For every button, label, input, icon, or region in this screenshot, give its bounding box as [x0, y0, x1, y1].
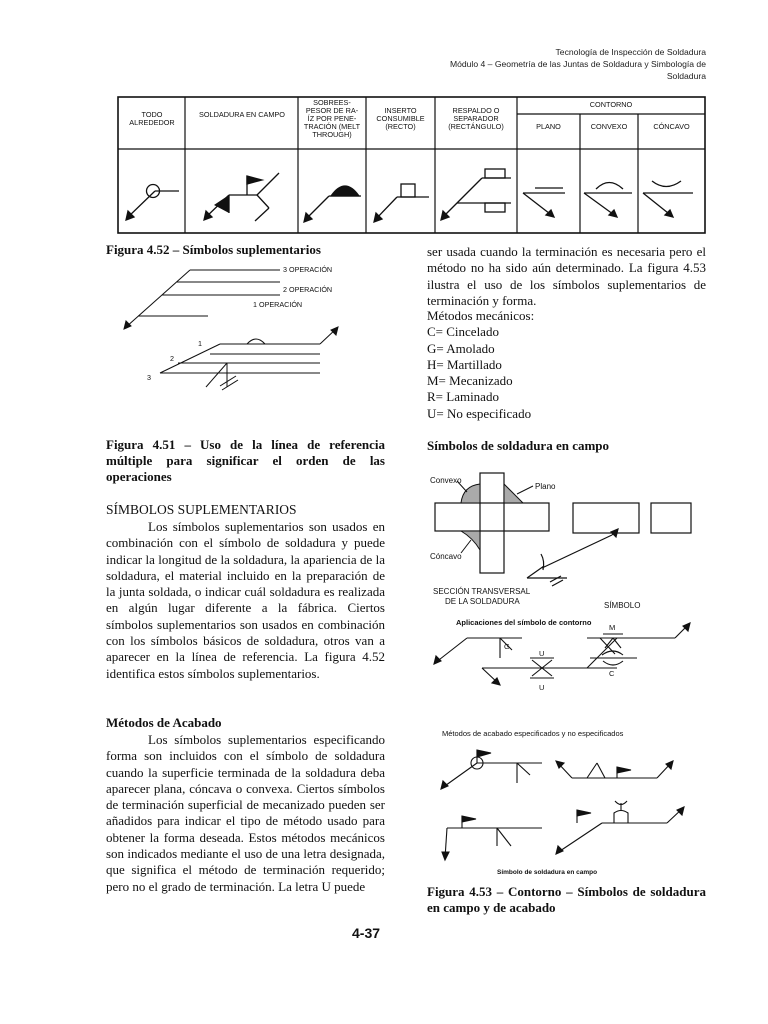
figure-4-51-caption: Figura 4.51 – Uso de la línea de referencia múltiple para significar el orden de las operaciones — [106, 437, 385, 484]
u-label-2: U — [539, 683, 545, 692]
metodos-label: Métodos de acabado especificados y no especificados — [442, 729, 624, 738]
seccion-label-1: SECCIÓN TRANSVERSAL — [433, 587, 531, 596]
section-title: SÍMBOLOS SUPLEMENTARIOS — [106, 502, 297, 517]
header-text: SEPARADOR — [453, 114, 499, 123]
subsection-title: Métodos de Acabado — [106, 715, 222, 730]
method-item: G= Amolado — [427, 340, 495, 356]
method-item: U= No especificado — [427, 405, 532, 421]
figure-4-52-caption: Figura 4.52 – Símbolos suplementarios — [106, 242, 321, 257]
header-text: PESOR DE RA- — [305, 106, 359, 115]
method-item: H= Martillado — [427, 356, 502, 372]
u-label-1: U — [539, 649, 545, 658]
figure-4-52-table — [117, 96, 706, 234]
n1-label: 1 — [198, 339, 202, 348]
aplicaciones-label: Aplicaciones del símbolo de contorno — [456, 618, 592, 627]
header-plano: PLANO — [536, 122, 561, 131]
header-concavo: CÓNCAVO — [653, 122, 690, 131]
c-label: C — [609, 669, 615, 678]
header-todo-alrededor — [119, 111, 185, 127]
header-convexo: CONVEXO — [590, 122, 628, 131]
header-soldadura-en-campo: SOLDADURA EN CAMPO — [199, 110, 285, 119]
n2-label: 2 — [170, 354, 174, 363]
header-text: ALREDEDOR — [129, 118, 175, 127]
header-inserto — [366, 107, 435, 131]
op2-label: 2 OPERACIÓN — [283, 285, 333, 294]
header-text: (RECTO) — [385, 122, 416, 131]
figure-4-53-caption: Figura 4.53 – Contorno – Símbolos de soldadura en campo y de acabado — [427, 884, 706, 915]
header-text: THROUGH) — [312, 130, 352, 139]
concavo-label: Cóncavo — [430, 552, 462, 561]
op3-label: 3 OPERACIÓN — [283, 265, 333, 274]
header-text: TODO — [141, 110, 163, 119]
header-text: (RECTÁNGULO) — [448, 122, 504, 131]
header-line-1: Tecnología de Inspección de Soldadura — [555, 47, 706, 57]
figure-4-51 — [120, 262, 350, 412]
header-text: ÍZ POR PENE- — [307, 114, 357, 123]
paragraph-suplementarios: Los símbolos suplementarios son usados en combinación con el símbolo de soldadura y puede indicar la longitud de la soldadura, la apariencia de la soldadura, el material incluido en la preparación de la junta soldada, o indicar cuál soldadura es realizada en algún lugar diferente a la fábrica. Ciertos símbolos suplementarios son usados en combinación con los símbolos básicos de soldadura, otros van a aparecer en la línea de referencia. La figura 4.52 identifica estos símbolos suplementarios. — [106, 519, 385, 681]
figure-4-51-drawing — [120, 262, 350, 412]
m-label: M — [609, 623, 616, 632]
methods-list — [427, 308, 534, 422]
header-text: CONSUMIBLE — [376, 114, 425, 123]
plano-label: Plano — [535, 482, 556, 491]
header-line-3: Soldadura — [666, 71, 706, 81]
running-header — [450, 46, 706, 82]
header-respaldo — [435, 107, 517, 131]
figure-4-53 — [427, 458, 706, 878]
campo-title: Símbolos de soldadura en campo — [427, 438, 610, 453]
simbolo-label: SÍMBOLO — [604, 601, 641, 610]
paragraph-continuation: ser usada cuando la terminación es necesaria pero el método no ha sido aún determinado. La figura 4.53 ilustra el uso de los símbolos suplementarios de terminación y forma. — [427, 244, 706, 308]
method-item: M= Mecanizado — [427, 373, 513, 389]
header-line-2: Módulo 4 – Geometría de las Juntas de Soldadura y Simbología de — [449, 59, 706, 69]
figure-4-53-drawing — [427, 458, 706, 878]
methods-title: Métodos mecánicos: — [427, 308, 535, 323]
g-label: G — [504, 642, 510, 651]
header-text: SOBREES- — [313, 98, 351, 107]
convexo-label: Convexo — [430, 476, 462, 485]
paragraph-metodos-acabado: Los símbolos suplementarios especificando forma son incluidos con el símbolo de soldadura cuando la superficie terminada de la soldadura deba aparecer plana, cóncava o convexa. Ciertos símbolos de terminación superficial de mecanizado pueden ser añadidos para indicar el tipo de método usado para obtener la forma deseada. Estos métodos mecánicos son indicados mediante el uso de una letra designada, que significa el método de terminación requerido; pero no el grado de terminación. La letra U puede — [106, 732, 385, 894]
header-text: RESPALDO O — [452, 106, 500, 115]
page-number: 4-37 — [352, 925, 381, 941]
n3-label: 3 — [147, 373, 151, 382]
header-text: TRACIÓN (MELT — [303, 122, 361, 131]
campo-label: Símbolo de soldadura en campo — [497, 869, 598, 876]
op1-label: 1 OPERACIÓN — [253, 300, 303, 309]
header-contorno: CONTORNO — [589, 100, 633, 109]
seccion-label-2: DE LA SOLDADURA — [445, 597, 520, 606]
header-sobreespesor — [298, 99, 366, 139]
method-item: R= Laminado — [427, 389, 499, 405]
header-text: INSERTO — [384, 106, 417, 115]
method-item: C= Cincelado — [427, 324, 499, 340]
